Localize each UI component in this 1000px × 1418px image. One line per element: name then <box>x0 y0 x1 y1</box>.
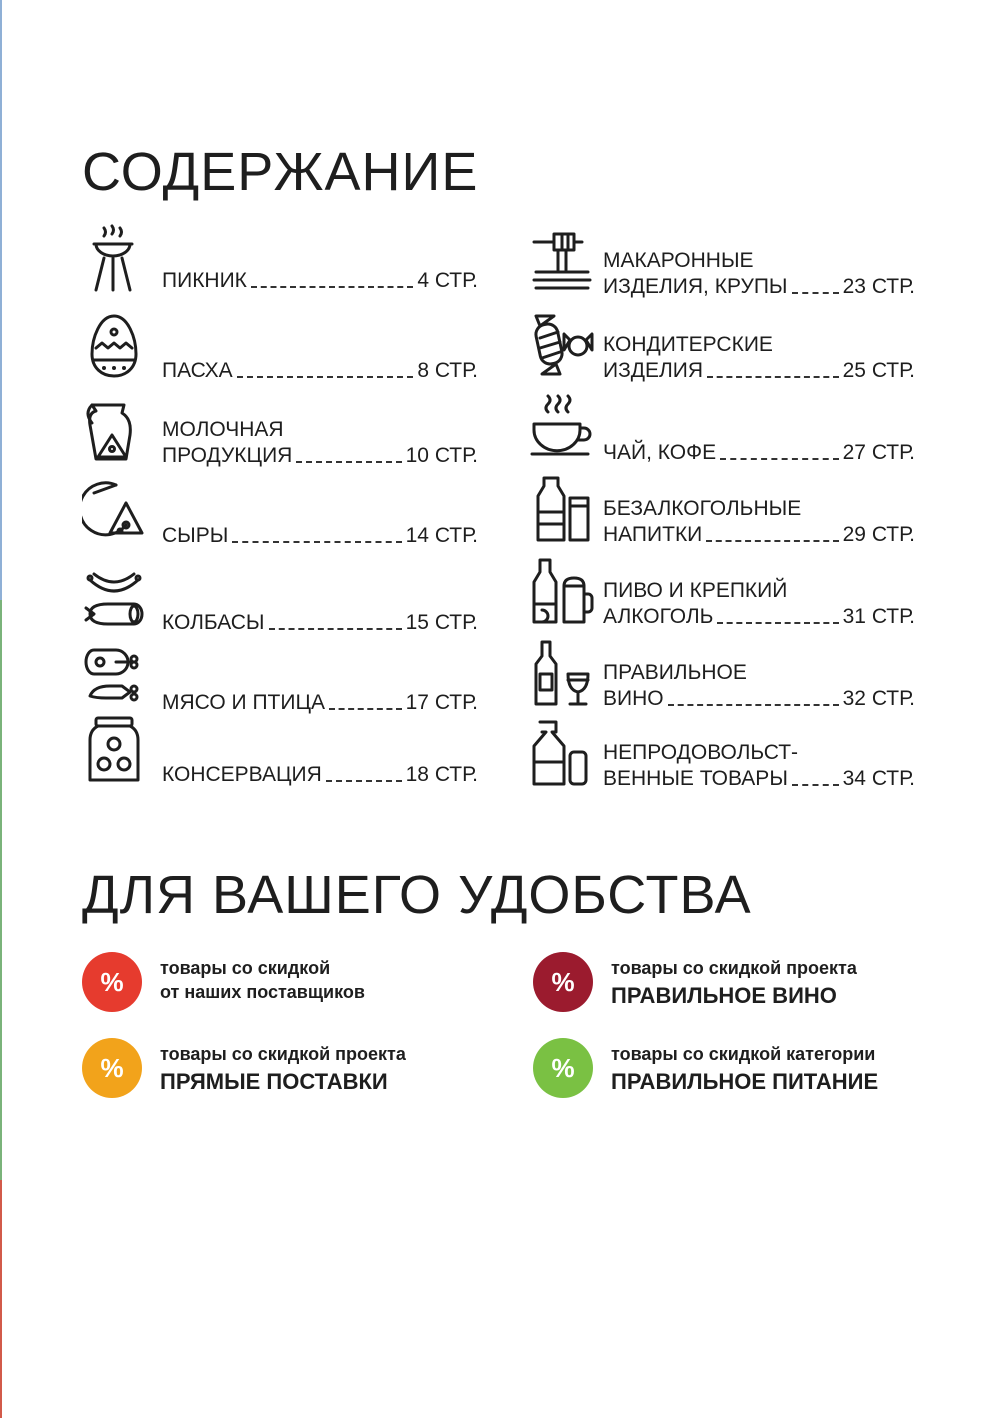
toc-item[interactable] <box>530 556 915 628</box>
toc-item[interactable] <box>82 220 478 292</box>
toc-item-label: ПАСХА <box>162 359 233 382</box>
dotted-leader <box>792 292 839 294</box>
toc-item-row <box>162 690 478 716</box>
toc-item-label: КОНСЕРВАЦИЯ <box>162 763 322 786</box>
legend-item-category: ПРАВИЛЬНОЕ ВИНО <box>611 983 837 1008</box>
toc-item-label: ПРОДУКЦИЯ <box>162 444 293 467</box>
dotted-leader <box>232 541 401 543</box>
cheese-icon <box>82 475 146 547</box>
toc-item[interactable] <box>530 310 915 382</box>
legend-item-category: ПРАВИЛЬНОЕ ПИТАНИЕ <box>611 1069 879 1094</box>
toc-item-row <box>162 443 478 469</box>
soft-drink-bottle-icon <box>530 474 594 546</box>
toc-item-label: ПИКНИК <box>162 269 247 292</box>
dotted-leader <box>706 540 838 542</box>
pasta-fork-icon <box>530 226 594 298</box>
jar-icon <box>82 714 146 786</box>
dotted-leader <box>720 458 839 460</box>
dotted-leader <box>668 704 839 706</box>
edge-strip-blue <box>0 0 2 600</box>
milk-jug-icon <box>82 395 146 467</box>
legend-item-text: товары со скидкой категории <box>611 1044 876 1064</box>
toc-item-page: 27 СТР. <box>842 441 915 464</box>
toc-item-label: ВЕННЫЕ ТОВАРЫ <box>603 767 788 790</box>
toc-item[interactable] <box>82 310 478 382</box>
toc-item-page: 18 СТР. <box>405 763 478 786</box>
toc-item-row <box>603 440 915 466</box>
toc-item-row <box>603 358 915 384</box>
toc-item-label-line1: ПИВО И КРЕПКИЙ <box>603 579 788 602</box>
toc-item-label: ИЗДЕЛИЯ <box>603 359 704 382</box>
dotted-leader <box>792 784 839 786</box>
beer-icon <box>530 556 594 628</box>
toc-item-page: 34 СТР. <box>842 767 915 790</box>
toc-item-label: ИЗДЕЛИЯ, КРУПЫ <box>603 275 788 298</box>
meat-poultry-icon <box>82 642 146 714</box>
legend-item <box>82 1038 522 1108</box>
tea-cup-icon <box>530 392 594 464</box>
toc-item-page: 23 СТР. <box>842 275 915 298</box>
toc-item-row <box>603 686 915 712</box>
discount-badge-icon: % <box>533 952 593 1012</box>
easter-egg-icon <box>82 310 146 382</box>
toc-item-row <box>162 358 478 384</box>
toc-item-page: 15 СТР. <box>405 611 478 634</box>
wine-icon <box>530 638 594 710</box>
legend-item-text: товары со скидкой проекта <box>611 958 857 978</box>
sausage-icon <box>82 562 146 634</box>
toc-item-row <box>603 766 915 792</box>
toc-item-label: ЧАЙ, КОФЕ <box>603 441 717 464</box>
toc-title: СОДЕРЖАНИЕ <box>82 142 479 202</box>
legend-item <box>533 952 973 1022</box>
legend-item-text: товары со скидкой проекта <box>160 1044 406 1064</box>
toc-item-page: 8 СТР. <box>417 359 478 382</box>
legend-item-text: товары со скидкой <box>160 958 331 978</box>
toc-item-row <box>603 522 915 548</box>
toc-item-label-line1: МОЛОЧНАЯ <box>162 418 284 441</box>
edge-strip-red <box>0 1180 2 1418</box>
toc-item[interactable] <box>82 562 478 634</box>
dotted-leader <box>717 622 838 624</box>
toc-item-label-line1: МАКАРОННЫЕ <box>603 249 754 272</box>
dotted-leader <box>251 286 413 288</box>
toc-item[interactable] <box>530 638 915 710</box>
household-goods-icon <box>530 718 594 790</box>
dotted-leader <box>326 780 402 782</box>
toc-item-label-line1: БЕЗАЛКОГОЛЬНЫЕ <box>603 497 802 520</box>
toc-item-row <box>603 604 915 630</box>
dotted-leader <box>329 708 402 710</box>
toc-item-page: 31 СТР. <box>842 605 915 628</box>
toc-item-page: 10 СТР. <box>405 444 478 467</box>
legend-item <box>82 952 522 1022</box>
candy-icon <box>530 310 594 382</box>
toc-item[interactable] <box>530 392 915 464</box>
edge-strip-green <box>0 600 2 1180</box>
toc-item[interactable] <box>530 226 915 298</box>
toc-item-label: МЯСО И ПТИЦА <box>162 691 326 714</box>
toc-item-label: ВИНО <box>603 687 664 710</box>
discount-badge-icon: % <box>82 1038 142 1098</box>
toc-item[interactable] <box>82 475 478 547</box>
legend-item-category: от наших поставщиков <box>160 982 365 1002</box>
legend-item-category: ПРЯМЫЕ ПОСТАВКИ <box>160 1069 388 1094</box>
toc-item-label-line1: КОНДИТЕРСКИЕ <box>603 333 773 356</box>
toc-item-row <box>162 268 478 294</box>
toc-item-page: 25 СТР. <box>842 359 915 382</box>
toc-item-label-line1: НЕПРОДОВОЛЬСТ- <box>603 741 799 764</box>
toc-item-label: НАПИТКИ <box>603 523 703 546</box>
toc-item-page: 32 СТР. <box>842 687 915 710</box>
discount-badge-icon: % <box>533 1038 593 1098</box>
toc-item-page: 29 СТР. <box>842 523 915 546</box>
toc-item[interactable] <box>530 718 915 790</box>
dotted-leader <box>707 376 839 378</box>
legend-title: ДЛЯ ВАШЕГО УДОБСТВА <box>82 865 752 925</box>
toc-item[interactable] <box>82 642 478 714</box>
toc-item[interactable] <box>82 714 478 786</box>
toc-item-label-line1: ПРАВИЛЬНОЕ <box>603 661 747 684</box>
toc-item-label: КОЛБАСЫ <box>162 611 265 634</box>
dotted-leader <box>269 628 402 630</box>
toc-item-page: 4 СТР. <box>417 269 478 292</box>
toc-item-row <box>603 274 915 300</box>
toc-item[interactable] <box>82 395 478 467</box>
toc-item-row <box>162 610 478 636</box>
toc-item-label: СЫРЫ <box>162 524 229 547</box>
toc-item-label: АЛКОГОЛЬ <box>603 605 714 628</box>
discount-badge-icon: % <box>82 952 142 1012</box>
dotted-leader <box>237 376 414 378</box>
legend-item <box>533 1038 973 1108</box>
toc-item[interactable] <box>530 474 915 546</box>
toc-item-page: 14 СТР. <box>405 524 478 547</box>
dotted-leader <box>296 461 401 463</box>
toc-item-row <box>162 523 478 549</box>
toc-item-page: 17 СТР. <box>405 691 478 714</box>
toc-item-row <box>162 762 478 788</box>
grill-icon <box>82 220 146 292</box>
